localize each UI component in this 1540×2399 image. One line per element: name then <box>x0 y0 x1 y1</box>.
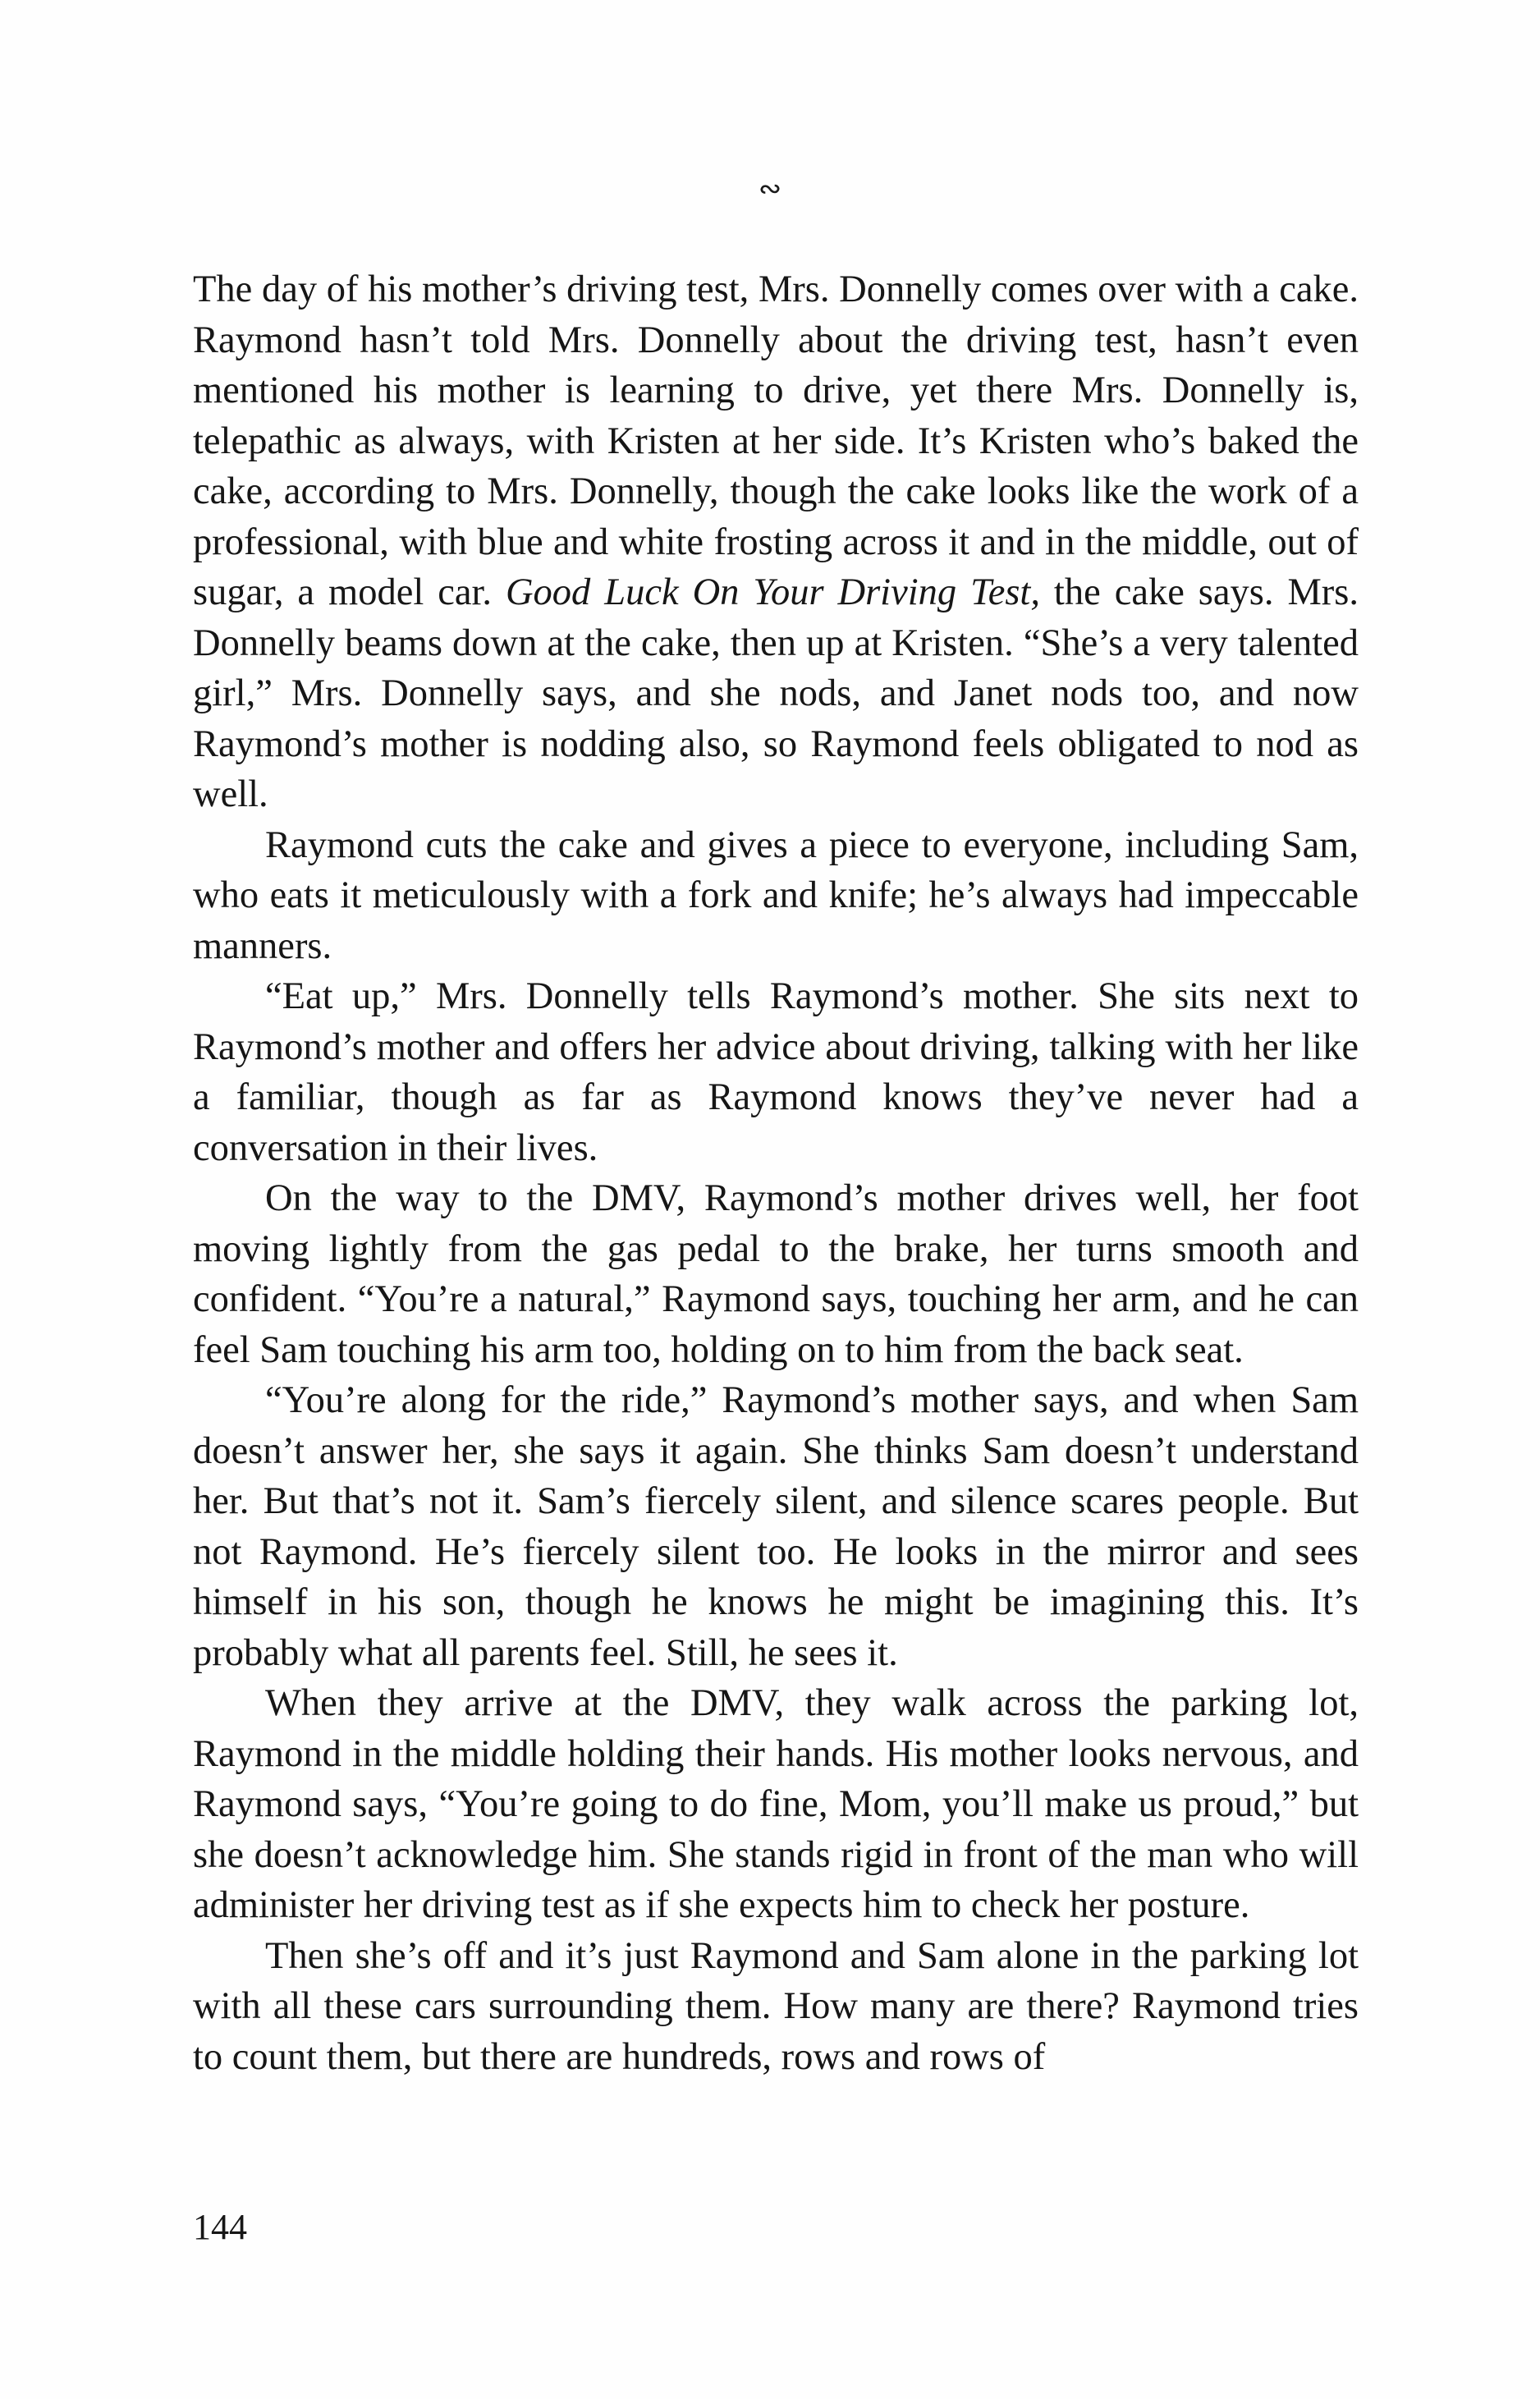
paragraph: On the way to the DMV, Raymond’s mother drives well, her foot moving lightly from the gas pedal to the brake, her turns smooth and confident. “You’re a natural,” Raymond says, touching her arm, and he can feel Sam touching his arm too, holding on to him from the back seat. <box>193 1177 1359 1371</box>
paragraph <box>193 264 1359 820</box>
paragraph: Then she’s off and it’s just Raymond and Sam alone in the parking lot with all these cars surrounding them. How many are there? Raymond tries to count them, but there are hundreds, rows and rows of <box>193 1934 1359 2078</box>
cake-inscription: Good Luck On Your Driving Test, <box>505 571 1040 613</box>
paragraph: When they arrive at the DMV, they walk across the parking lot, Raymond in the middle holding their hands. His mother looks nervous, and Raymond says, “You’re going to do fine, Mom, you’ll make us proud,” but she doesn’t acknowledge him. She stands rigid in front of the man who will administer her driving test as if she expects him to check her posture. <box>193 1682 1359 1926</box>
paragraph-text: The day of his mother’s driving test, Mrs. Donnelly comes over with a cake. Raymond hasn’t told Mrs. Donnelly about the driving test, hasn’t even mentioned his mother is learning to drive, yet there Mrs. Donnelly is, telepathic as always, with Kristen at her side. It’s Kristen who’s baked the cake, according to Mrs. Donnelly, though the cake looks like the work of a professional, with blue and white frosting across it and in the middle, out of sugar, a model car. <box>193 268 1359 613</box>
body-text <box>193 264 1359 2082</box>
paragraph: “You’re along for the ride,” Raymond’s mother says, and when Sam doesn’t answer her, she says it again. She thinks Sam doesn’t understand her. But that’s not it. Sam’s fiercely silent, and silence scares people. But not Raymond. He’s fiercely silent too. He looks in the mirror and sees himself in his son, though he knows he might be imagining this. It’s probably what all parents feel. Still, he sees it. <box>193 1379 1359 1674</box>
section-ornament-icon: ∾ <box>758 172 782 205</box>
page-number: 144 <box>193 2207 247 2247</box>
paragraph: “Eat up,” Mrs. Donnelly tells Raymond’s mother. She sits next to Raymond’s mother and offers her advice about driving, talking with her like a familiar, though as far as Raymond knows they’ve never had a conversation in their lives. <box>193 975 1359 1169</box>
paragraph: Raymond cuts the cake and gives a piece to everyone, including Sam, who eats it meticulously with a fork and knife; he’s always had impeccable manners. <box>193 823 1359 967</box>
paragraph-text: the cake says. Mrs. Donnelly beams down at the cake, then up at Kristen. “She’s a very talented girl,” Mrs. Donnelly says, and she nods, and Janet nods too, and now Raymond’s mother is nodding also, so Raymond feels obligated to nod as well. <box>193 571 1359 815</box>
